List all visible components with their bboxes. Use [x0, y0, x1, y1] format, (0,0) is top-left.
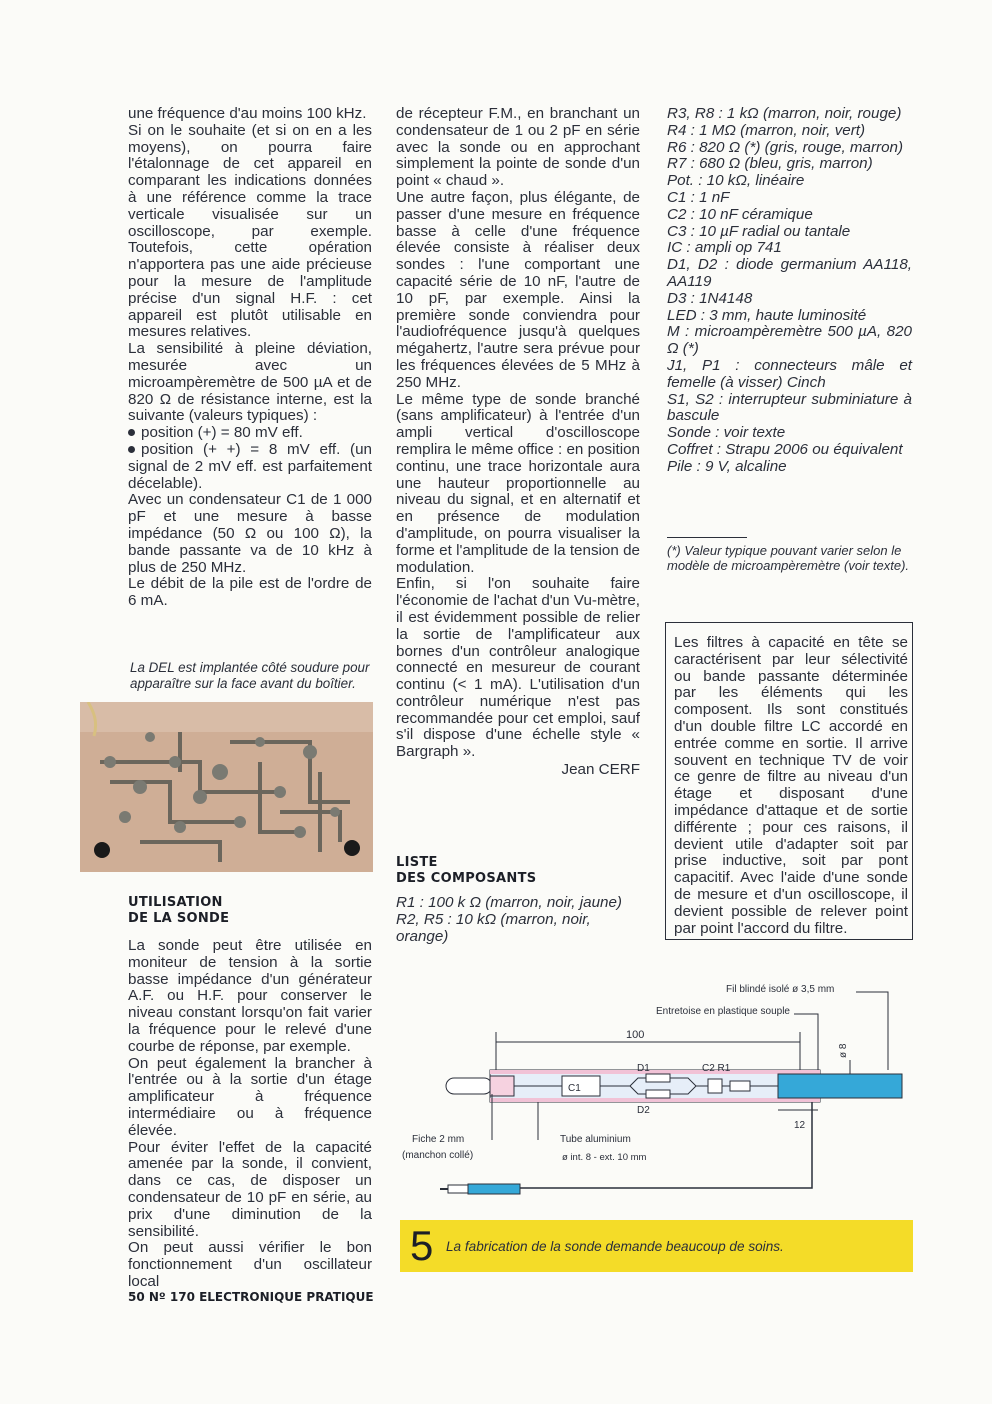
- paragraph: une fréquence d'au moins 100 kHz.: [128, 105, 367, 122]
- component-item: J1, P1 : connecteurs mâle et femelle (à visser) Cinch: [667, 356, 912, 391]
- column-2: [396, 106, 640, 779]
- dim-diameter: ø 8: [838, 1043, 849, 1058]
- component-item: C3 : 10 µF radial ou tantale: [667, 222, 851, 240]
- component-item: IC : ampli op 741: [667, 239, 782, 257]
- component-item: LED : 3 mm, haute luminosité: [667, 306, 867, 324]
- list-heading: LISTE DES COMPOSANTS: [396, 855, 537, 886]
- figure-caption: La fabrication de la sonde demande beaucoup de soins.: [446, 1239, 784, 1254]
- component-item: Sonde : voir texte: [667, 424, 786, 442]
- paragraph: Une autre façon, plus élégante, de passer d'une mesure en fréquence basse à celle d'une fréquence élevée consiste à réaliser deux sondes : l'une comportant une capacité série de 10 nF, l'autre de 10 pF, par exemple. Ainsi la première sonde conviendra pour l'audiofréquence jusqu'à quelques mégahertz, l'autre sera prévue pour les fréquences élevées de 5 MHz à 250 MHz.: [396, 188, 640, 391]
- figure-number: 5: [410, 1222, 434, 1269]
- component-item: R3, R8 : 1 kΩ (marron, noir, rouge): [667, 105, 902, 122]
- label-tube: Tube aluminium: [560, 1134, 631, 1145]
- figure-caption-banner: [400, 1220, 913, 1272]
- component-item: S1, S2 : interrupteur subminiature à bascule: [667, 390, 912, 425]
- label-d1: D1: [637, 1063, 650, 1074]
- component-item: M : microampèremètre 500 µA, 820 Ω (*): [667, 323, 912, 358]
- author-signature: Jean CERF: [561, 761, 640, 779]
- label-shield: Fil blindé isolé ø 3,5 mm: [726, 984, 835, 995]
- info-box: [665, 622, 913, 940]
- component-item: D3 : 1N4148: [667, 289, 753, 307]
- component-item: R6 : 820 Ω (*) (gris, rouge, marron): [667, 138, 904, 156]
- bullet-icon: [128, 446, 135, 453]
- component-item: C2 : 10 nF céramique: [667, 205, 813, 223]
- column-1: [128, 106, 372, 610]
- probe-construction-diagram: [398, 970, 912, 1210]
- dim-length: 100: [626, 1029, 645, 1041]
- label-tube-size: ø int. 8 - ext. 10 mm: [562, 1152, 647, 1163]
- paragraph: Si on le souhaite (et si on en a les moyens), on pourra faire l'étalonnage de cet appareil en comparant les indications données à une référence comme la trace verticale visualisée sur un oscilloscope, par exemple. Toutefois, cette opération n'apportera pas une aide précieuse pour la mesure de l'amplitude précise d'un signal H.F. : cet appareil est plutôt utilisable en mesures relatives.: [128, 121, 372, 341]
- paragraph: Enfin, si l'on souhaite faire l'économie de l'achat d'un Vu-mètre, il est évidemment possible de relier la sortie de l'amplificateur aux bornes d'un contrôleur analogique connecté en mesureur de courant continu (< 1 mA). L'utilisation d'un contrôleur numérique n'est pas recommandée pour cet emploi, sauf s'il dispose d'une échelle style « Bargraph ».: [396, 575, 640, 761]
- footnote: (*) Valeur typique pouvant varier selon le modèle de microampèremètre (voir texte).: [667, 543, 910, 573]
- paragraph: Le débit de la pile est de l'ordre de 6 mA.: [128, 575, 372, 610]
- component-item: R4 : 1 MΩ (marron, noir, vert): [667, 121, 866, 139]
- bullet-item: position (+) = 80 mV eff.: [128, 425, 372, 442]
- info-box-text: Les filtres à capacité en tête se caractérisent par leur sélectivité ou bande passante déterminée par les éléments qui les composent. Ils sont constitués d'un double filtre LC accordé en entrée comme en sortie. Il arrive souvent en technique TV de voir ce genre de filtre au niveau d'un étage et disposant d'une impédance d'attaque et de sortie différente ; pour ces raisons, il devient utile d'adapter soit par prise inductive, soit par pont capacitif. Avec l'aide d'une sonde de mesure et d'un oscilloscope, il devient possible de relever point par point l'accord du filtre.: [674, 634, 908, 937]
- paragraph: On peut également la brancher à l'entrée ou à la sortie d'un étage amplificateur à fréquence intermédiaire ou à fréquence élevée.: [128, 1054, 372, 1139]
- label-d2: D2: [637, 1105, 650, 1116]
- dim-12: 12: [794, 1120, 806, 1131]
- photo-caption: La DEL est implantée côté soudure pour apparaître sur la face avant du boîtier.: [130, 660, 370, 691]
- probe-diagram: [398, 970, 912, 1210]
- component-item: R1 : 100 k Ω (marron, noir, jaune): [396, 894, 622, 911]
- component-item: R7 : 680 Ω (bleu, gris, marron): [667, 155, 873, 173]
- component-item: Pile : 9 V, alcaline: [667, 457, 787, 475]
- label-plug-note: (manchon collé): [402, 1150, 474, 1161]
- components-list: [667, 106, 912, 476]
- column-1-section: [128, 938, 372, 1291]
- label-spacer: Entretoise en plastique souple: [656, 1006, 790, 1017]
- paragraph: Le même type de sonde branché (sans amplificateur) à l'entrée d'un ampli vertical d'oscilloscope remplira le même office : en position continu, une trace horizontale aura une hauteur proportionnelle au niveau du signal, et en alternatif et en présence de modulation d'amplitude, on pourra visualiser la forme et l'amplitude de la tension de modulation.: [396, 390, 640, 576]
- component-item: D1, D2 : diode germanium AA118, AA119: [667, 256, 912, 290]
- paragraph: Avec un condensateur C1 de 1 000 pF et une mesure à basse impédance (50 Ω ou 100 Ω), la bande passante va de 10 kHz à plus de 250 MHz.: [128, 491, 372, 576]
- bullet-item: position (+ +) = 8 mV eff. (un signal de 2 mV eff. est parfaitement décelable).: [128, 440, 372, 492]
- component-item: R2, R5 : 10 kΩ (marron, noir, orange): [396, 910, 591, 945]
- circuit-board-icon: [80, 702, 373, 872]
- component-item: Pot. : 10 kΩ, linéaire: [667, 172, 805, 190]
- bullet-icon: [128, 429, 135, 436]
- paragraph: de récepteur F.M., en branchant un condensateur de 1 ou 2 pF en série avec la sonde ou en approchant simplement la pointe de sonde d'un point « chaud ».: [396, 105, 640, 190]
- component-item: C1 : 1 nF: [667, 188, 730, 206]
- page-footer: 50 Nº 170 ELECTRONIQUE PRATIQUE: [128, 1290, 374, 1304]
- paragraph: La sensibilité à pleine déviation, mesurée avec un microampèremètre de 500 µA et de 820 Ω de résistance interne, est la suivante (valeurs typiques) :: [128, 340, 372, 425]
- paragraph: La sonde peut être utilisée en moniteur de tension à la sortie basse impédance d'un générateur A.F. ou H.F. pour conserver le niveau constant lorsqu'on fait varier la fréquence pour le relevé d'une courbe de réponse, par exemple.: [128, 937, 372, 1055]
- label-c2-r1: C2 R1: [702, 1063, 731, 1074]
- paragraph: On peut aussi vérifier le bon fonctionnement d'un oscillateur local: [128, 1239, 372, 1290]
- label-plug: Fiche 2 mm: [412, 1134, 465, 1145]
- component-item: Coffret : Strapu 2006 ou équivalent: [667, 440, 903, 458]
- paragraph: Pour éviter l'effet de la capacité amenée par la sonde, il convient, dans ce cas, de disposer un condensateur de 10 pF en série, au prix d'une diminution de la sensibilité.: [128, 1138, 372, 1240]
- footnote-divider: [667, 537, 747, 538]
- components-list-start: [396, 895, 640, 945]
- section-heading: UTILISATION DE LA SONDE: [128, 895, 230, 926]
- circuit-board-photo: [80, 702, 373, 872]
- label-c1: C1: [568, 1083, 581, 1094]
